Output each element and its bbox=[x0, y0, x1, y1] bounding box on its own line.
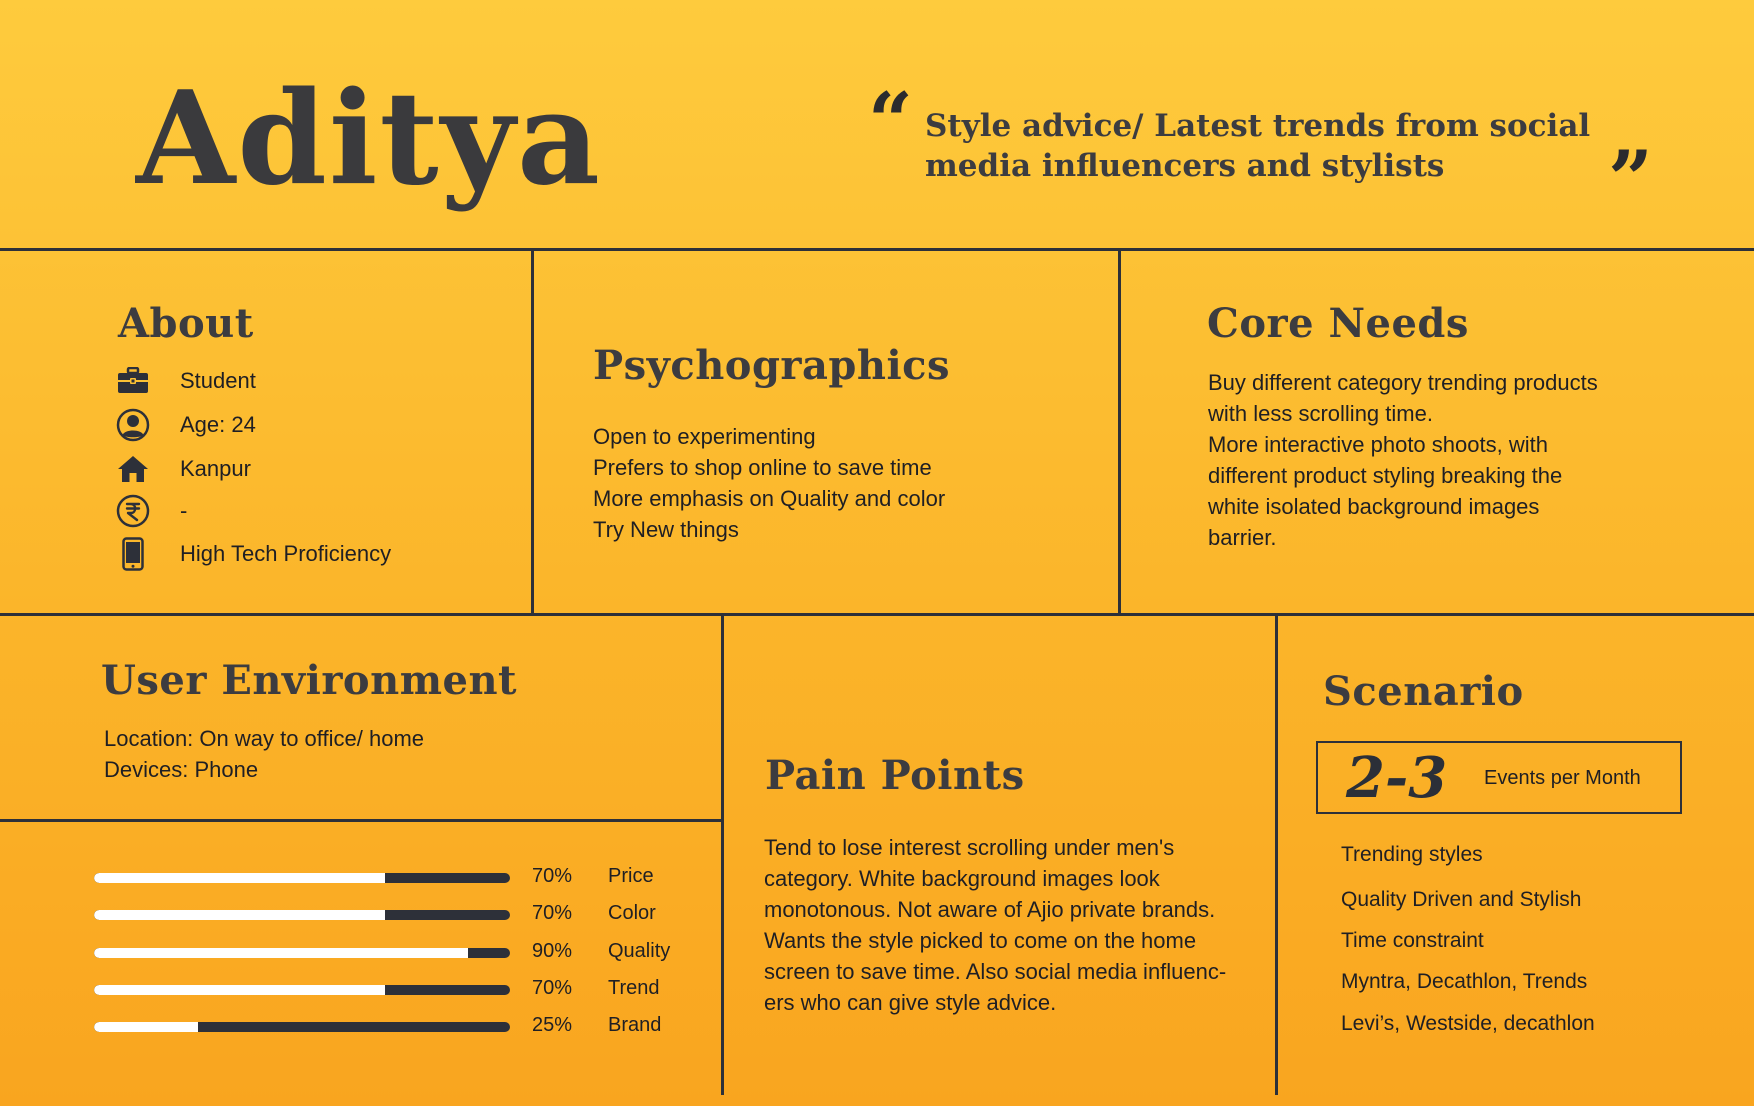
divider-psycho-core bbox=[1118, 250, 1121, 614]
preference-bar-track bbox=[94, 948, 510, 958]
scenario-item: Quality Driven and Stylish bbox=[1341, 888, 1582, 911]
psychographics-title: Psychographics bbox=[593, 342, 951, 389]
pain-points-title: Pain Points bbox=[765, 752, 1025, 799]
about-item-label: Student bbox=[180, 368, 256, 393]
quote-close-mark: ” bbox=[1608, 134, 1653, 225]
preference-bar-fill bbox=[94, 948, 468, 958]
divider-about-psycho bbox=[531, 250, 534, 614]
preference-label: Price bbox=[608, 865, 654, 887]
environment-location: Location: On way to office/ home bbox=[104, 726, 424, 751]
pain-points-line: Tend to lose interest scrolling under men's bbox=[764, 835, 1175, 860]
about-item-label: High Tech Proficiency bbox=[180, 541, 392, 566]
divider-middle bbox=[0, 613, 1754, 616]
psychographics-item: Prefers to shop online to save time bbox=[593, 455, 932, 480]
pain-points-line: screen to save time. Also social media influenc- bbox=[764, 959, 1227, 984]
persona-name: Aditya bbox=[136, 64, 602, 214]
preference-bar-track bbox=[94, 873, 510, 883]
divider-pain-scenario bbox=[1275, 615, 1278, 1095]
preference-label: Brand bbox=[608, 1014, 662, 1036]
preference-bar-fill bbox=[94, 1022, 198, 1032]
about-title: About bbox=[118, 300, 254, 347]
psychographics-list bbox=[593, 421, 945, 545]
about-item-income bbox=[116, 494, 187, 528]
smartphone-icon bbox=[116, 537, 150, 571]
psychographics-item: More emphasis on Quality and color bbox=[593, 486, 946, 511]
psychographics-item: Open to experimenting bbox=[593, 424, 816, 449]
scenario-item: Levi’s, Westside, decathlon bbox=[1341, 1012, 1595, 1035]
preference-label: Quality bbox=[608, 940, 671, 962]
preference-bar-track bbox=[94, 1022, 510, 1032]
core-needs-line: different product styling breaking the bbox=[1208, 463, 1563, 488]
preference-label: Color bbox=[608, 902, 656, 924]
pain-points-line: category. White background images look bbox=[764, 866, 1160, 891]
user-environment-title: User Environment bbox=[101, 657, 518, 704]
core-needs-text bbox=[1208, 367, 1598, 553]
about-item-occupation bbox=[116, 364, 256, 398]
core-needs-line: white isolated background images bbox=[1208, 494, 1540, 519]
frequency-label: Events per Month bbox=[1484, 767, 1641, 789]
about-item-label: Age: 24 bbox=[180, 412, 256, 437]
about-item-tech bbox=[116, 537, 391, 571]
frequency-box bbox=[1316, 741, 1682, 814]
scenario-title: Scenario bbox=[1323, 668, 1524, 715]
pain-points-line: ers who can give style advice. bbox=[764, 990, 1057, 1015]
about-item-label: Kanpur bbox=[180, 456, 251, 481]
user-environment-details bbox=[104, 723, 424, 785]
core-needs-title: Core Needs bbox=[1207, 300, 1469, 347]
home-icon bbox=[116, 452, 150, 486]
preference-bar-fill bbox=[94, 910, 385, 920]
about-item-city bbox=[116, 452, 251, 486]
preference-percent: 25% bbox=[532, 1014, 573, 1036]
quote-open-mark: “ bbox=[868, 76, 913, 167]
core-needs-line: barrier. bbox=[1208, 525, 1277, 550]
psychographics-item: Try New things bbox=[593, 517, 739, 542]
preference-bar-track bbox=[94, 910, 510, 920]
about-item-label: - bbox=[180, 498, 188, 523]
frequency-value: 2-3 bbox=[1346, 745, 1448, 811]
user-circle-icon bbox=[116, 408, 150, 442]
divider-env-pain bbox=[721, 615, 724, 1095]
preference-bar-fill bbox=[94, 985, 385, 995]
environment-devices: Devices: Phone bbox=[104, 757, 259, 782]
preference-percent: 70% bbox=[532, 865, 573, 887]
preference-percent: 90% bbox=[532, 940, 573, 962]
preference-bar-track bbox=[94, 985, 510, 995]
pain-points-line: monotonous. Not aware of Ajio private brands. bbox=[764, 897, 1216, 922]
core-needs-line: Buy different category trending products bbox=[1208, 370, 1598, 395]
preference-bar-fill bbox=[94, 873, 385, 883]
briefcase-icon bbox=[116, 364, 150, 398]
pain-points-line: Wants the style picked to come on the home bbox=[764, 928, 1197, 953]
pain-points-text bbox=[764, 832, 1226, 1018]
scenario-item: Myntra, Decathlon, Trends bbox=[1341, 970, 1588, 993]
divider-header bbox=[0, 248, 1754, 251]
rupee-icon bbox=[116, 494, 150, 528]
core-needs-line: More interactive photo shoots, with bbox=[1208, 432, 1548, 457]
preference-percent: 70% bbox=[532, 902, 573, 924]
scenario-item: Trending styles bbox=[1341, 843, 1483, 866]
divider-environment bbox=[0, 819, 723, 822]
preference-percent: 70% bbox=[532, 977, 573, 999]
about-item-age bbox=[116, 408, 256, 442]
core-needs-line: with less scrolling time. bbox=[1208, 401, 1433, 426]
persona-quote: Style advice/ Latest trends from social media influencers and stylists bbox=[925, 108, 1591, 184]
preference-label: Trend bbox=[608, 977, 660, 999]
scenario-item: Time constraint bbox=[1341, 929, 1484, 952]
